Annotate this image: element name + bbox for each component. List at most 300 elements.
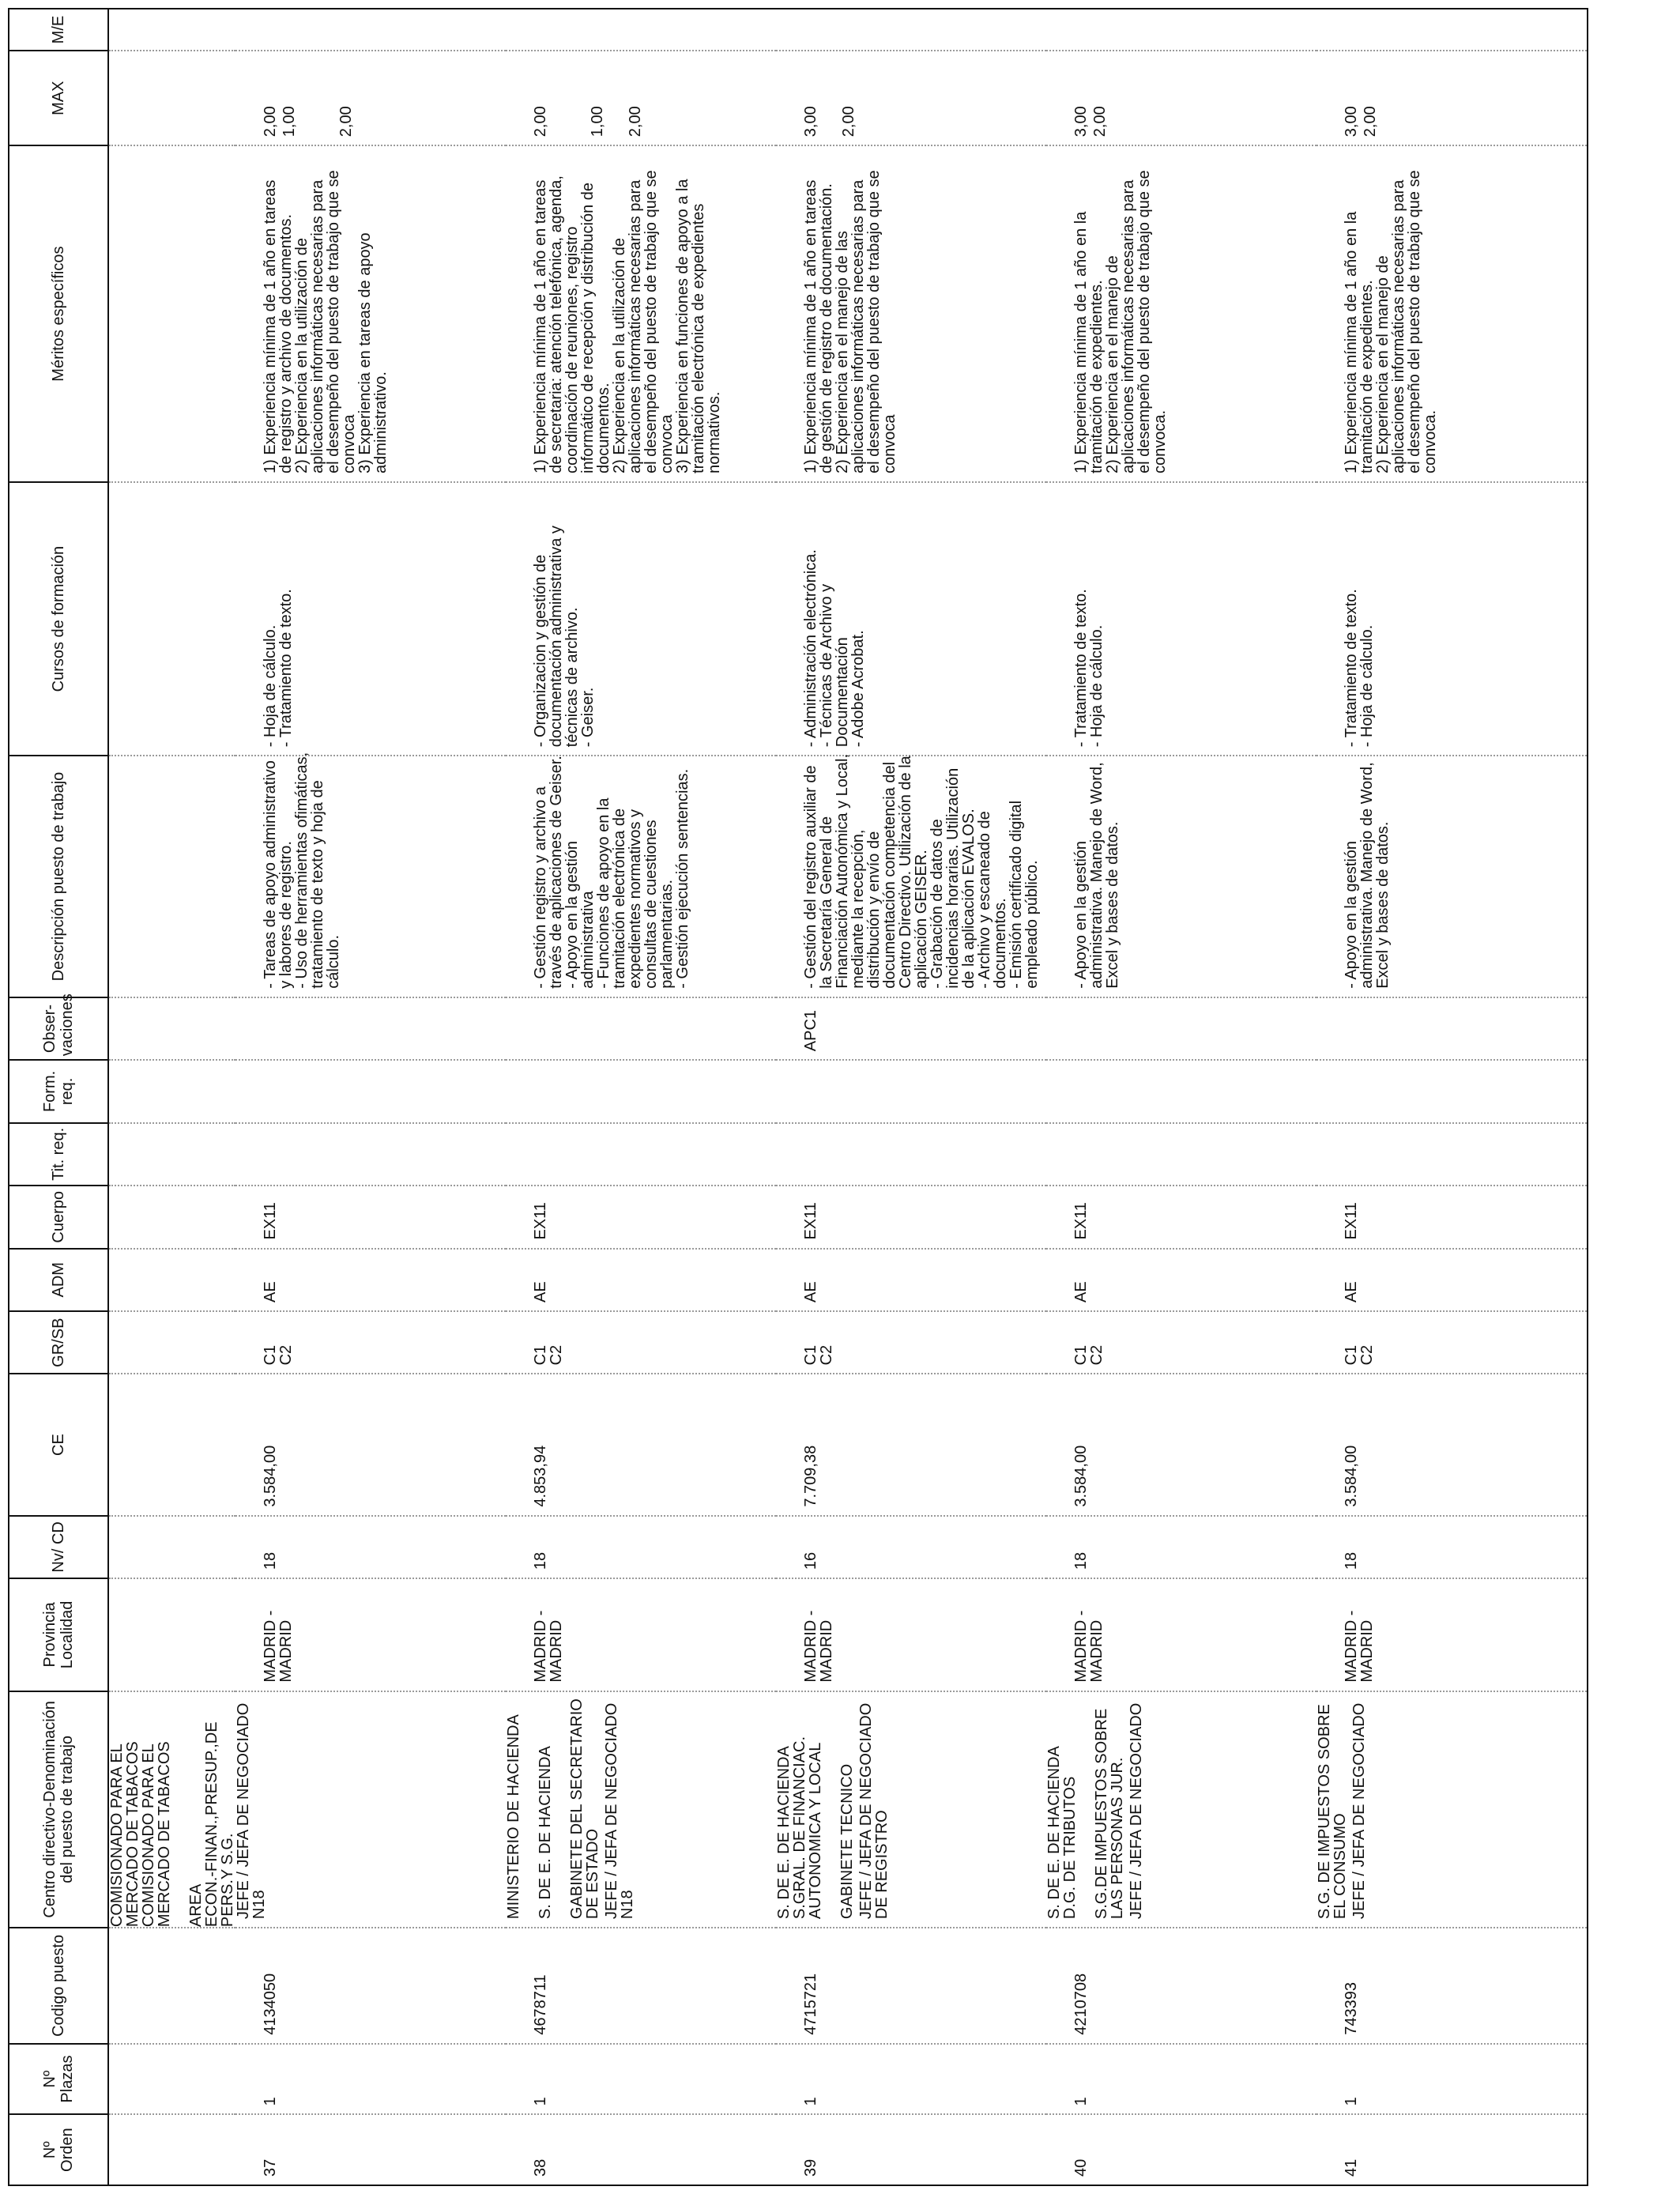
centro-unit-line: AUTONOMICA Y LOCAL — [807, 1742, 824, 1920]
max-value: 3,00 — [1343, 106, 1360, 138]
cursos-line: - Técnicas de Archivo y — [818, 583, 835, 748]
header-codigo: Codigo puesto — [9, 1928, 108, 2044]
meritos-line: documentos. — [595, 383, 612, 473]
descripcion-line: mediante la recepción, — [849, 829, 867, 989]
header-adm: ADM — [9, 1249, 108, 1311]
meritos-line: 1) Experiencia mínima de 1 año en la — [1072, 211, 1090, 473]
cell-plazas — [235, 2044, 506, 2115]
orden-value: 41 — [1343, 2158, 1360, 2177]
cell-centro — [1046, 1691, 1317, 1928]
descripcion-line: través de aplicaciones de Geiser. — [548, 756, 565, 989]
max-value: 2,00 — [1091, 106, 1109, 138]
puesto-line: JEFE / JEFA DE NEGOCIADO — [857, 1702, 875, 1920]
max-value: 1,00 — [281, 106, 298, 138]
descripcion-line: empleado público. — [1023, 860, 1041, 989]
cell-obs — [506, 997, 776, 1060]
cell-codigo — [1317, 1928, 1588, 2044]
codigo-value: 4678711 — [532, 1974, 549, 2035]
cursos-line: - Adobe Acrobat. — [849, 630, 867, 748]
cell-provincia — [235, 1578, 506, 1691]
rotated-page — [8, 8, 1672, 2186]
vacancies-table — [8, 8, 1588, 2186]
max-value — [571, 56, 586, 137]
cell-ce — [776, 1374, 1046, 1515]
header-nivel: Nv/ CD — [9, 1516, 108, 1578]
descripcion-line: - Apoyo en la gestión — [1343, 840, 1360, 989]
max-value: 2,00 — [337, 106, 355, 138]
meritos-line: 1) Experiencia mínima de 1 año en tareas — [802, 179, 819, 473]
centro-unit-line: LAS PERSONAS JUR. — [1109, 1757, 1126, 1920]
puesto-line: N18 — [619, 1890, 636, 1920]
cursos-line: - Organizacion y gestión de — [532, 554, 549, 748]
cell-plazas — [776, 2044, 1046, 2115]
cell-me — [235, 9, 506, 51]
codigo-value: 4715721 — [802, 1973, 819, 2035]
cell-obs — [235, 997, 506, 1060]
grsb-line: C1 — [262, 1344, 279, 1366]
cell-meritos — [235, 145, 506, 482]
cursos-line: - Hoja de cálculo. — [1358, 624, 1376, 748]
meritos-line: el desempeño del puesto de trabajo que se — [865, 170, 883, 473]
plazas-value: 1 — [1343, 2097, 1360, 2106]
cell-cuerpo — [506, 1186, 776, 1248]
cell-centro — [776, 1691, 1046, 1928]
meritos-line: convoca. — [1422, 409, 1439, 473]
cell-provincia — [1046, 1578, 1317, 1691]
table-row — [235, 9, 506, 2185]
descripcion-line: la Secretaría General de — [818, 816, 835, 989]
cell-descripcion — [776, 753, 1046, 997]
provincia-line: MADRID — [548, 1619, 565, 1683]
cell-cuerpo — [776, 1186, 1046, 1248]
cell-me — [776, 9, 1046, 51]
ce-value: 4.853,94 — [532, 1445, 549, 1507]
cell-meritos — [506, 145, 776, 482]
cell-me — [1317, 9, 1588, 51]
plazas-value: 1 — [262, 2097, 279, 2106]
meritos-line: aplicaciones informáticas necesarias para — [309, 179, 326, 473]
max-value — [300, 56, 316, 137]
descripcion-line: incidencias horarias. Utilización — [944, 767, 962, 989]
cell-meritos — [1317, 145, 1588, 482]
centro-line: ECON.-FINAN.,PRESUP.,DE — [203, 1721, 220, 1928]
cursos-line: - Tratamiento de texto. — [1072, 589, 1090, 748]
descripcion-line: y labores de registro. — [277, 841, 295, 989]
meritos-line: 2) Experiencia en el manejo de las — [834, 231, 851, 473]
meritos-line: 3) Experiencia en tareas de apoyo — [356, 232, 374, 473]
descripcion-line: documentos. — [992, 898, 1009, 989]
header-descripcion: Descripción puesto de trabajo — [9, 756, 108, 997]
provincia-line: MADRID - — [532, 1610, 549, 1683]
max-value — [552, 56, 567, 137]
cuerpo-value: EX11 — [1343, 1202, 1360, 1240]
cell-nivel — [1317, 1516, 1588, 1578]
meritos-line: aplicaciones informáticas necesarias para — [627, 179, 644, 473]
max-value — [608, 56, 624, 137]
cell-nivel — [776, 1516, 1046, 1578]
centro-unit-line: MINISTERIO DE HACIENDA — [505, 1714, 522, 1920]
nivel-value: 16 — [802, 1551, 819, 1570]
ce-value: 7.709,38 — [802, 1445, 819, 1507]
meritos-line: convoca — [341, 414, 358, 473]
centro-unit-line: S. DE E. DE HACIENDA — [1045, 1746, 1063, 1920]
centro-line: COMISIONADO PARA EL — [108, 1744, 126, 1928]
cell-obs — [1046, 997, 1317, 1060]
descripcion-line: administrativa. Manejo de Word, — [1088, 762, 1106, 989]
cursos-line: - Geiser. — [579, 687, 597, 748]
centro-unit-line: GABINETE DEL SECRETARIO — [568, 1698, 586, 1920]
descripcion-line: - Grabación de datos de — [929, 819, 946, 989]
cell-form — [776, 1060, 1046, 1122]
descripcion-line: Financiación Autonómica y Local, — [834, 753, 851, 989]
adm-value: AE — [802, 1281, 819, 1302]
meritos-line: de secretaria: atención telefónica, agenda, — [548, 175, 565, 473]
cell-nivel — [235, 1516, 506, 1578]
centro-unit-line: S. DE E. DE HACIENDA — [775, 1746, 793, 1920]
cell-tit — [506, 1123, 776, 1186]
cell-plazas — [1046, 2044, 1317, 2115]
cell-cuerpo — [235, 1186, 506, 1248]
ce-value: 3.584,00 — [1072, 1445, 1090, 1507]
meritos-line: tramitación electrónica de expedientes — [690, 203, 707, 473]
meritos-line: el desempeño del puesto de trabajo que se — [325, 170, 342, 473]
descripcion-line: documentación competencia del — [881, 761, 898, 989]
max-value: 3,00 — [802, 106, 819, 138]
centro-line: PERS.Y S.G. — [219, 1833, 236, 1928]
max-value: 2,00 — [1362, 106, 1379, 138]
cell-provincia — [1317, 1578, 1588, 1691]
nivel-value: 18 — [532, 1551, 549, 1570]
cell-ce — [506, 1374, 776, 1515]
cell-codigo — [776, 1928, 1046, 2044]
cell-obs — [776, 997, 1046, 1060]
header-provincia: Provincia Localidad — [9, 1578, 108, 1691]
adm-value: AE — [1343, 1281, 1360, 1302]
header-obs: Obser-vaciones — [9, 997, 108, 1060]
meritos-line: 1) Experiencia mínima de 1 año en tareas — [262, 179, 279, 473]
header-ce: CE — [9, 1374, 108, 1515]
cell-cuerpo — [1046, 1186, 1317, 1248]
meritos-line: tramitación de expedientes. — [1088, 280, 1106, 473]
meritos-line: convoca — [658, 414, 676, 473]
descripcion-line: - Uso de herramientas ofimáticas, — [293, 752, 311, 989]
table-row — [1317, 9, 1588, 2185]
cursos-line: - Administración electrónica. — [802, 549, 819, 748]
cell-grsb — [776, 1311, 1046, 1374]
meritos-line: convoca. — [1151, 409, 1169, 473]
cell-max — [506, 51, 776, 145]
cell-cuerpo — [1317, 1186, 1588, 1248]
cell-adm — [776, 1249, 1046, 1311]
cell-cursos — [1046, 482, 1317, 756]
ce-value: 3.584,00 — [1343, 1445, 1360, 1507]
descripcion-line: consultas de cuestiones — [642, 820, 660, 989]
descripcion-line: cálculo. — [325, 934, 342, 989]
grsb-line: C1 — [1072, 1344, 1090, 1366]
cell-cursos — [1317, 482, 1588, 756]
puesto-line: DE REGISTRO — [873, 1810, 891, 1920]
grsb-line: C2 — [1358, 1344, 1376, 1366]
meritos-line: administrativo. — [372, 371, 390, 473]
descripcion-line: Centro Directivo. Utilización de la — [897, 756, 914, 989]
cell-ce — [1046, 1374, 1317, 1515]
cursos-line: - Tratamiento de texto. — [277, 589, 295, 748]
descripcion-line: - Apoyo en la gestión — [563, 840, 581, 989]
cell-cursos — [506, 482, 776, 756]
cell-centro — [235, 1691, 506, 1928]
meritos-line: coordinación de reuniones, registro — [563, 226, 581, 473]
provincia-line: MADRID - — [802, 1610, 819, 1683]
descripcion-line: - Archivo y escaneado de — [976, 811, 993, 989]
centro-line — [172, 1692, 188, 1927]
cell-plazas — [1317, 2044, 1588, 2115]
cell-adm — [1046, 1249, 1317, 1311]
max-value: 3,00 — [1072, 106, 1090, 138]
cell-ce — [235, 1374, 506, 1515]
puesto-line: JEFE / JEFA DE NEGOCIADO — [603, 1702, 620, 1920]
plazas-value: 1 — [1072, 2097, 1090, 2106]
cell-meritos — [776, 145, 1046, 482]
centro-unit-line: EL CONSUMO — [1332, 1813, 1349, 1920]
cell-codigo — [506, 1928, 776, 2044]
descripcion-line: Excel y bases de datos. — [1104, 821, 1121, 989]
provincia-line: MADRID — [818, 1619, 835, 1683]
obs-value: APC1 — [802, 1009, 819, 1052]
codigo-value: 4134050 — [262, 1973, 279, 2035]
provincia-line: MADRID - — [1343, 1610, 1360, 1683]
header-cursos: Cursos de formación — [9, 482, 108, 756]
descripcion-line: tramitación electrónica de — [611, 808, 628, 989]
header-row — [9, 9, 108, 2185]
centro-line: MERCADO DE TABACOS — [156, 1741, 173, 1928]
cell-max — [1046, 51, 1317, 145]
cell-grsb — [235, 1311, 506, 1374]
puesto-line: N18 — [250, 1890, 268, 1920]
meritos-line: 2) Experiencia en el manejo de — [1104, 255, 1121, 473]
descripcion-line: aplicación GEISER. — [913, 850, 930, 989]
meritos-line: aplicaciones informáticas necesarias para — [1390, 179, 1407, 473]
cell-descripcion — [506, 756, 776, 997]
cell-tit — [235, 1123, 506, 1186]
cell-me — [506, 9, 776, 51]
codigo-value: 4210708 — [1072, 1973, 1090, 2035]
descripcion-line: - Gestión del registro auxiliar de — [802, 765, 819, 989]
descripcion-line: - Apoyo en la gestión — [1072, 840, 1090, 989]
descripcion-line: distribución y envío de — [865, 831, 883, 989]
header-centro: Centro directivo-Denominación del puesto de trabajo — [9, 1691, 108, 1928]
cell-provincia — [776, 1578, 1046, 1691]
descripcion-line: - Funciones de apoyo en la — [595, 797, 612, 989]
header-cuerpo: Cuerpo — [9, 1186, 108, 1248]
cell-form — [1317, 1060, 1588, 1122]
meritos-line: 3) Experiencia en funciones de apoyo a la — [674, 179, 691, 473]
adm-value: AE — [532, 1281, 549, 1302]
centro-unit-line: S. DE E. DE HACIENDA — [537, 1746, 554, 1920]
cell-orden — [776, 2114, 1046, 2185]
centro-line: AREA — [187, 1883, 205, 1928]
cell-orden — [1317, 2114, 1588, 2185]
meritos-line: el desempeño del puesto de trabajo que se — [1136, 170, 1153, 473]
header-tit: Tit. req. — [9, 1123, 108, 1186]
nivel-value: 18 — [1072, 1551, 1090, 1570]
cell-grsb — [506, 1311, 776, 1374]
grsb-line: C2 — [277, 1344, 295, 1366]
puesto-line: JEFE / JEFA DE NEGOCIADO — [1128, 1702, 1145, 1920]
puesto-line: JEFE / JEFA DE NEGOCIADO — [235, 1702, 252, 1920]
descripcion-line: tratamiento de texto y hoja de — [309, 780, 326, 989]
nivel-value: 18 — [262, 1551, 279, 1570]
centro-unit-line: D.G. DE TRIBUTOS — [1061, 1776, 1079, 1920]
header-plazas: Nº Plazas — [9, 2044, 108, 2115]
centro-line: MERCADO DE TABACOS — [124, 1741, 141, 1928]
cell-descripcion — [1317, 756, 1588, 997]
cuerpo-value: EX11 — [1072, 1202, 1090, 1240]
header-meritos: Méritos específicos — [9, 145, 108, 482]
cell-descripcion — [235, 752, 506, 997]
meritos-line: aplicaciones informáticas necesarias para — [1120, 179, 1137, 473]
descripcion-line: Excel y bases de datos. — [1374, 821, 1392, 989]
adm-value: AE — [1072, 1281, 1090, 1302]
descripcion-line: expedientes normativos y — [627, 809, 644, 989]
cell-descripcion — [1046, 756, 1317, 997]
cell-centro — [1317, 1691, 1588, 1928]
max-value: 2,00 — [840, 106, 857, 138]
orden-value: 37 — [262, 2158, 279, 2177]
cell-adm — [1317, 1249, 1588, 1311]
grsb-line: C2 — [1088, 1344, 1106, 1366]
orden-value: 40 — [1072, 2158, 1090, 2177]
meritos-line: normativos. — [706, 391, 723, 473]
table-row — [776, 9, 1046, 2185]
table-body — [108, 9, 1588, 2185]
intro-centro — [108, 1691, 235, 1928]
centro-unit-line — [1078, 1697, 1094, 1919]
cell-max — [776, 51, 1046, 145]
table-row — [1046, 9, 1317, 2185]
max-value: 1,00 — [589, 106, 606, 138]
cell-centro — [506, 1691, 776, 1928]
descripcion-line: - Gestión ejecución sentencias. — [674, 768, 691, 989]
cell-orden — [1046, 2114, 1317, 2185]
adm-value: AE — [262, 1281, 279, 1302]
table-row — [506, 9, 776, 2185]
codigo-value: 743393 — [1343, 1982, 1360, 2035]
centro-unit-line — [553, 1697, 569, 1919]
header-max: MAX — [9, 51, 108, 145]
descripcion-line: - Tareas de apoyo administrativo — [262, 760, 279, 989]
cell-plazas — [506, 2044, 776, 2115]
cell-orden — [506, 2114, 776, 2185]
cell-cursos — [776, 482, 1046, 756]
plazas-value: 1 — [802, 2097, 819, 2106]
meritos-line: 2) Experiencia en el manejo de — [1374, 255, 1392, 473]
cell-tit — [1046, 1123, 1317, 1186]
cell-tit — [1317, 1123, 1588, 1186]
cell-obs — [1317, 997, 1588, 1060]
descripcion-line: de la aplicación EVALOS. — [960, 809, 977, 989]
cell-me — [1046, 9, 1317, 51]
cuerpo-value: EX11 — [802, 1202, 819, 1240]
descripcion-line: - Gestión registro y archivo a — [532, 786, 549, 989]
cell-grsb — [1046, 1311, 1317, 1374]
provincia-line: MADRID — [277, 1619, 295, 1683]
cell-tit — [776, 1123, 1046, 1186]
meritos-line: de registro y archivo de documentos. — [277, 214, 295, 473]
grsb-line: C2 — [818, 1344, 835, 1366]
cell-ce — [1317, 1374, 1588, 1515]
meritos-line: el desempeño del puesto de trabajo que se — [642, 170, 660, 473]
provincia-line: MADRID — [1088, 1619, 1106, 1683]
cell-form — [1046, 1060, 1317, 1122]
meritos-line: 2) Experiencia en la utilización de — [611, 238, 628, 473]
provincia-line: MADRID - — [262, 1610, 279, 1683]
descripcion-line: administrativa — [579, 891, 597, 989]
ce-value: 3.584,00 — [262, 1445, 279, 1507]
meritos-line: 2) Experiencia en la utilización de — [293, 238, 311, 473]
meritos-line: aplicaciones informáticas necesarias para — [849, 179, 867, 473]
descripcion-line: - Emisión certificado digital — [1008, 800, 1025, 989]
cell-cursos — [235, 482, 506, 756]
cell-form — [506, 1060, 776, 1122]
plazas-value: 1 — [532, 2097, 549, 2106]
centro-unit-line: S.G.DE IMPUESTOS SOBRE — [1093, 1708, 1110, 1920]
provincia-line: MADRID - — [1072, 1610, 1090, 1683]
cell-codigo — [235, 1928, 506, 2044]
cell-max — [235, 51, 506, 145]
cell-orden — [235, 2114, 506, 2185]
orden-value: 39 — [802, 2158, 819, 2177]
grsb-line: C1 — [1343, 1344, 1360, 1366]
cell-form — [235, 1060, 506, 1122]
centro-unit-line: S.GRAL. DE FINANCIAC. — [791, 1736, 808, 1920]
meritos-line: 1) Experiencia mínima de 1 año en la — [1343, 211, 1360, 473]
cursos-line: Documentación — [834, 637, 851, 748]
cell-codigo — [1046, 1928, 1317, 2044]
centro-unit-line — [823, 1697, 839, 1919]
max-value: 2,00 — [532, 106, 549, 138]
meritos-line: de gestión de registro de documentación. — [818, 183, 835, 473]
meritos-line: el desempeño del puesto de trabajo que se — [1406, 170, 1423, 473]
cell-max — [1317, 51, 1588, 145]
cursos-line: - Hoja de cálculo. — [1088, 624, 1106, 748]
cell-grsb — [1317, 1311, 1588, 1374]
nivel-value: 18 — [1343, 1551, 1360, 1570]
cursos-line: documentación administrativa y — [548, 526, 565, 748]
meritos-line: 1) Experiencia mínima de 1 año en tareas — [532, 179, 549, 473]
cell-nivel — [1046, 1516, 1317, 1578]
provincia-line: MADRID — [1358, 1619, 1376, 1683]
meritos-line: informático de recepción y distribución de — [579, 182, 597, 473]
centro-unit-line: S.G. DE IMPUESTOS SOBRE — [1316, 1704, 1333, 1920]
descripcion-line: administrativa. Manejo de Word, — [1358, 762, 1376, 989]
cell-nivel — [506, 1516, 776, 1578]
meritos-line: convoca — [881, 414, 898, 473]
centro-line: COMISIONADO PARA EL — [140, 1744, 157, 1928]
cell-adm — [506, 1249, 776, 1311]
header-me: M/E — [9, 9, 108, 51]
header-grsb: GR/SB — [9, 1311, 108, 1374]
max-value: 2,00 — [627, 106, 644, 138]
grsb-line: C1 — [802, 1344, 819, 1366]
max-value — [319, 56, 335, 137]
descripcion-line: parlamentarias. — [658, 879, 676, 989]
puesto-line: JEFE / JEFA DE NEGOCIADO — [1350, 1702, 1368, 1920]
cuerpo-value: EX11 — [262, 1202, 279, 1240]
grsb-line: C1 — [532, 1344, 549, 1366]
cursos-line: - Tratamiento de texto. — [1343, 589, 1360, 748]
cursos-line: técnicas de archivo. — [563, 607, 581, 748]
header-orden: Nº Orden — [9, 2114, 108, 2185]
